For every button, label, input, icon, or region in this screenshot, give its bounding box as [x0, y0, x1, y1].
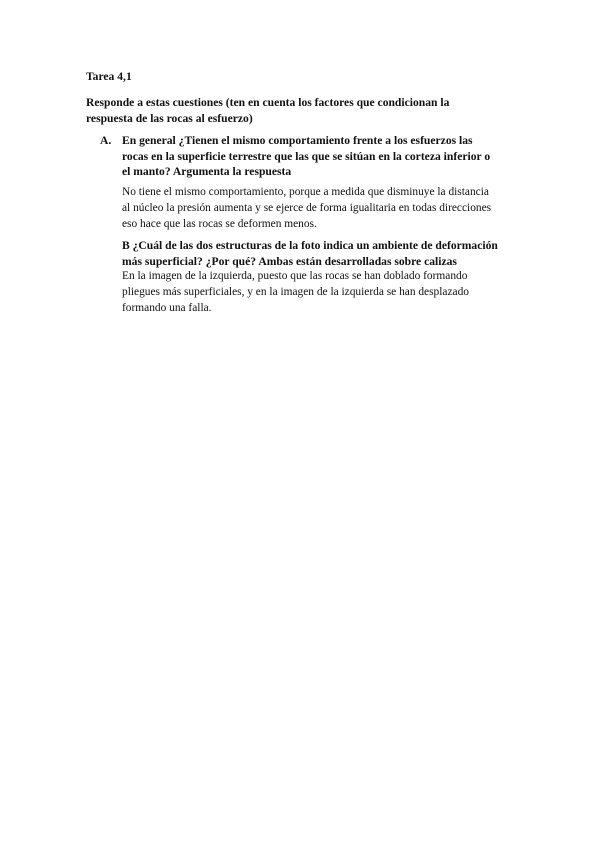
answer-a-line: al núcleo la presión aumenta y se ejerce de forma igualitaria en todas direcciones [122, 202, 492, 215]
question-b-line: más superficial? ¿Por qué? Ambas están desarrolladas sobre calizas [122, 254, 457, 268]
document-title: Tarea 4,1 [86, 70, 132, 83]
answer-b-line: pliegues más superficiales, y en la imagen de la izquierda se han desplazado [122, 286, 469, 299]
answer-a-line: eso hace que las rocas se deformen menos. [122, 218, 317, 231]
intro-instructions [86, 95, 449, 126]
answer-b-line: formando una falla. [122, 302, 212, 315]
answer-b [122, 268, 469, 317]
answer-a [122, 184, 491, 233]
question-a [122, 133, 490, 180]
answer-a-line: No tiene el mismo comportamiento, porque a medida que disminuye la distancia [122, 186, 489, 198]
question-a-marker: A. [100, 134, 112, 147]
question-a-line: En general ¿Tienen el mismo comportamiento frente a los esfuerzos las [122, 134, 473, 147]
question-a-line: el manto? Argumenta la respuesta [122, 165, 292, 178]
intro-line: respuesta de las rocas al esfuerzo) [86, 111, 253, 125]
intro-line: Responde a estas cuestiones (ten en cuenta los factores que condicionan la [86, 96, 450, 109]
question-a-line: rocas en la superficie terrestre que las que se sitúan en la corteza inferior o [122, 149, 491, 163]
question-b-line: B ¿Cuál de las dos estructuras de la foto indica un ambiente de deformación [122, 239, 498, 252]
answer-b-line: En la imagen de la izquierda, puesto que las rocas se han doblado formando [122, 270, 468, 282]
question-b [122, 238, 498, 269]
